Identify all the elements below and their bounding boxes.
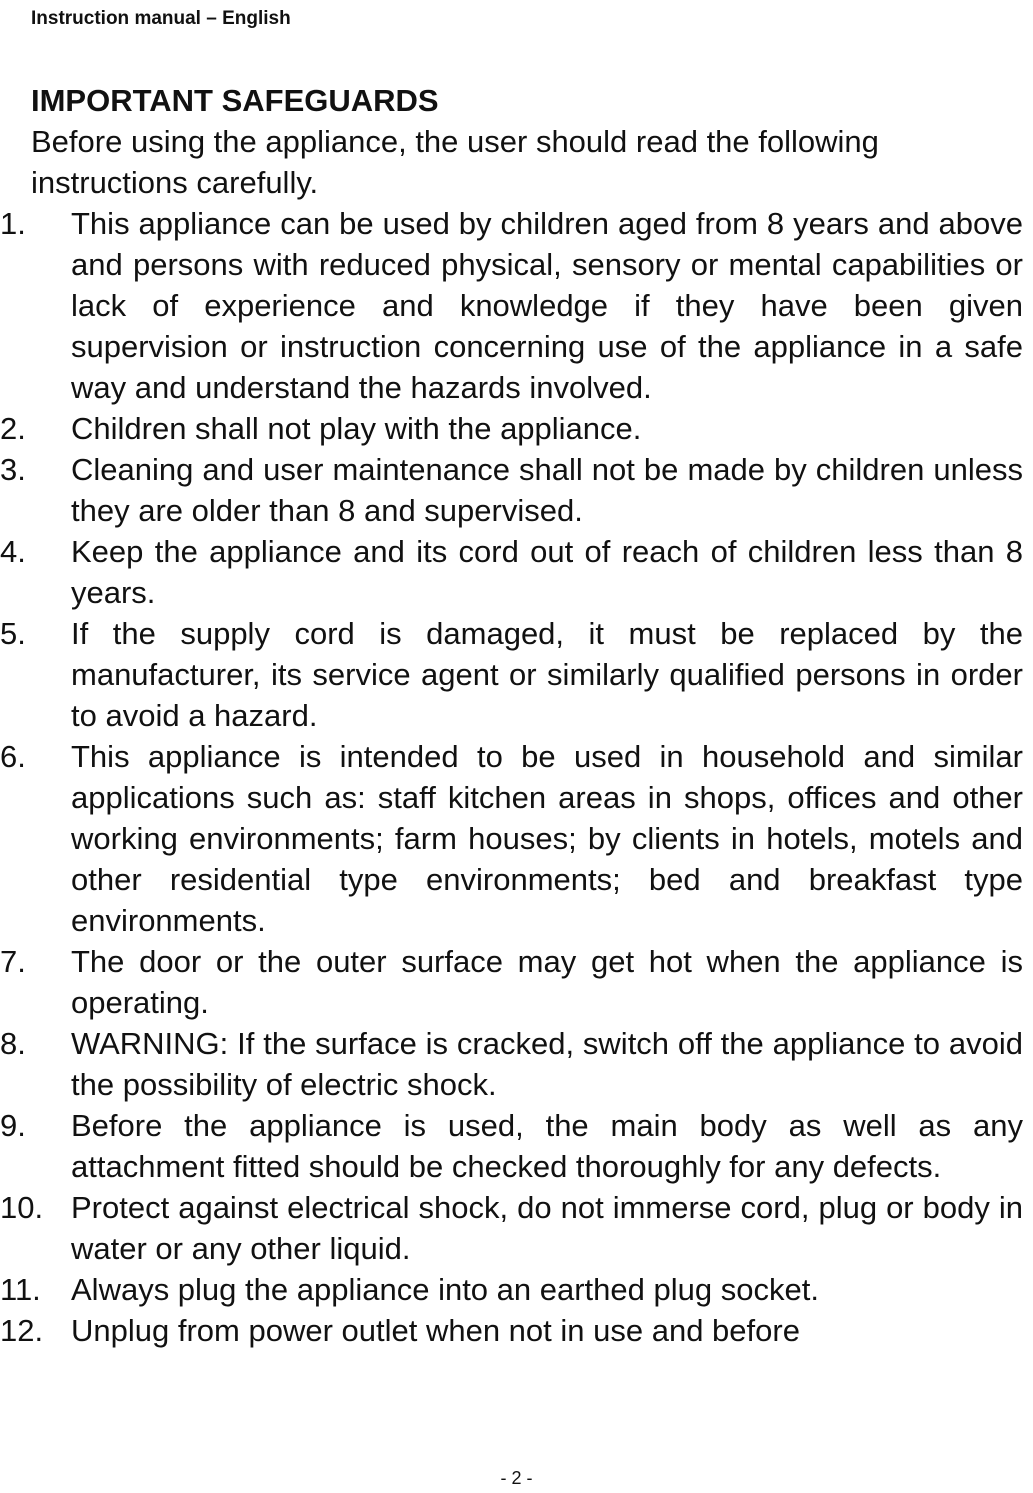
list-item bbox=[0, 1269, 1033, 1310]
item-text: Protect against electrical shock, do not immerse cord, plug or body in water or any other liquid. bbox=[71, 1190, 1023, 1266]
list-item bbox=[0, 613, 1033, 736]
item-number: 3. bbox=[0, 452, 26, 487]
item-text: WARNING: If the surface is cracked, switch off the appliance to avoid the possibility of electric shock. bbox=[71, 1026, 1023, 1102]
item-number: 4. bbox=[0, 534, 26, 569]
item-text: This appliance can be used by children aged from 8 years and above and persons with reduced physical, sensory or mental capabilities or lack of experience and knowledge if they have been given supervision or instruction concerning use of the appliance in a safe way and understand the hazards involved. bbox=[71, 206, 1023, 405]
item-text: Keep the appliance and its cord out of reach of children less than 8 years. bbox=[71, 534, 1023, 610]
page-content bbox=[0, 80, 1033, 1351]
list-item bbox=[0, 531, 1033, 613]
item-text: Unplug from power outlet when not in use and before bbox=[71, 1313, 800, 1348]
item-number: 11. bbox=[0, 1272, 41, 1307]
item-number: 12. bbox=[0, 1313, 44, 1348]
list-item bbox=[0, 1310, 1033, 1351]
intro-paragraph: Before using the appliance, the user should read the following instructions carefully. bbox=[31, 124, 879, 200]
item-number: 5. bbox=[0, 616, 26, 651]
item-text: If the supply cord is damaged, it must be replaced by the manufacturer, its service agent or similarly qualified persons in order to avoid a hazard. bbox=[71, 616, 1023, 733]
list-item bbox=[0, 941, 1033, 1023]
page-header: Instruction manual – English bbox=[31, 8, 291, 29]
item-number: 6. bbox=[0, 739, 26, 774]
item-text: Always plug the appliance into an earthed plug socket. bbox=[71, 1272, 819, 1307]
item-text: Before the appliance is used, the main body as well as any attachment fitted should be checked thoroughly for any defects. bbox=[71, 1108, 1023, 1184]
list-item bbox=[0, 449, 1033, 531]
item-text: Cleaning and user maintenance shall not be made by children unless they are older than 8 and supervised. bbox=[71, 452, 1023, 528]
item-number: 1. bbox=[0, 206, 26, 241]
item-number: 2. bbox=[0, 411, 26, 446]
list-item bbox=[0, 203, 1033, 408]
page-number: - 2 - bbox=[500, 1468, 533, 1488]
safeguard-list bbox=[0, 203, 1033, 1351]
item-text: The door or the outer surface may get hot when the appliance is operating. bbox=[71, 944, 1023, 1020]
item-text: Children shall not play with the appliance. bbox=[71, 411, 642, 446]
item-number: 9. bbox=[0, 1108, 26, 1143]
section-title: IMPORTANT SAFEGUARDS bbox=[31, 83, 439, 118]
list-item bbox=[0, 736, 1033, 941]
item-text: This appliance is intended to be used in household and similar applications such as: staff kitchen areas in shops, offices and other working environments; farm houses; by clients in hotels, motels and other residential type environments; bed and breakfast type environments. bbox=[71, 739, 1023, 938]
list-item bbox=[0, 1105, 1033, 1187]
list-item bbox=[0, 1187, 1033, 1269]
list-item bbox=[0, 1023, 1033, 1105]
item-number: 10. bbox=[0, 1190, 44, 1225]
item-number: 8. bbox=[0, 1026, 26, 1061]
item-number: 7. bbox=[0, 944, 26, 979]
list-item bbox=[0, 408, 1033, 449]
